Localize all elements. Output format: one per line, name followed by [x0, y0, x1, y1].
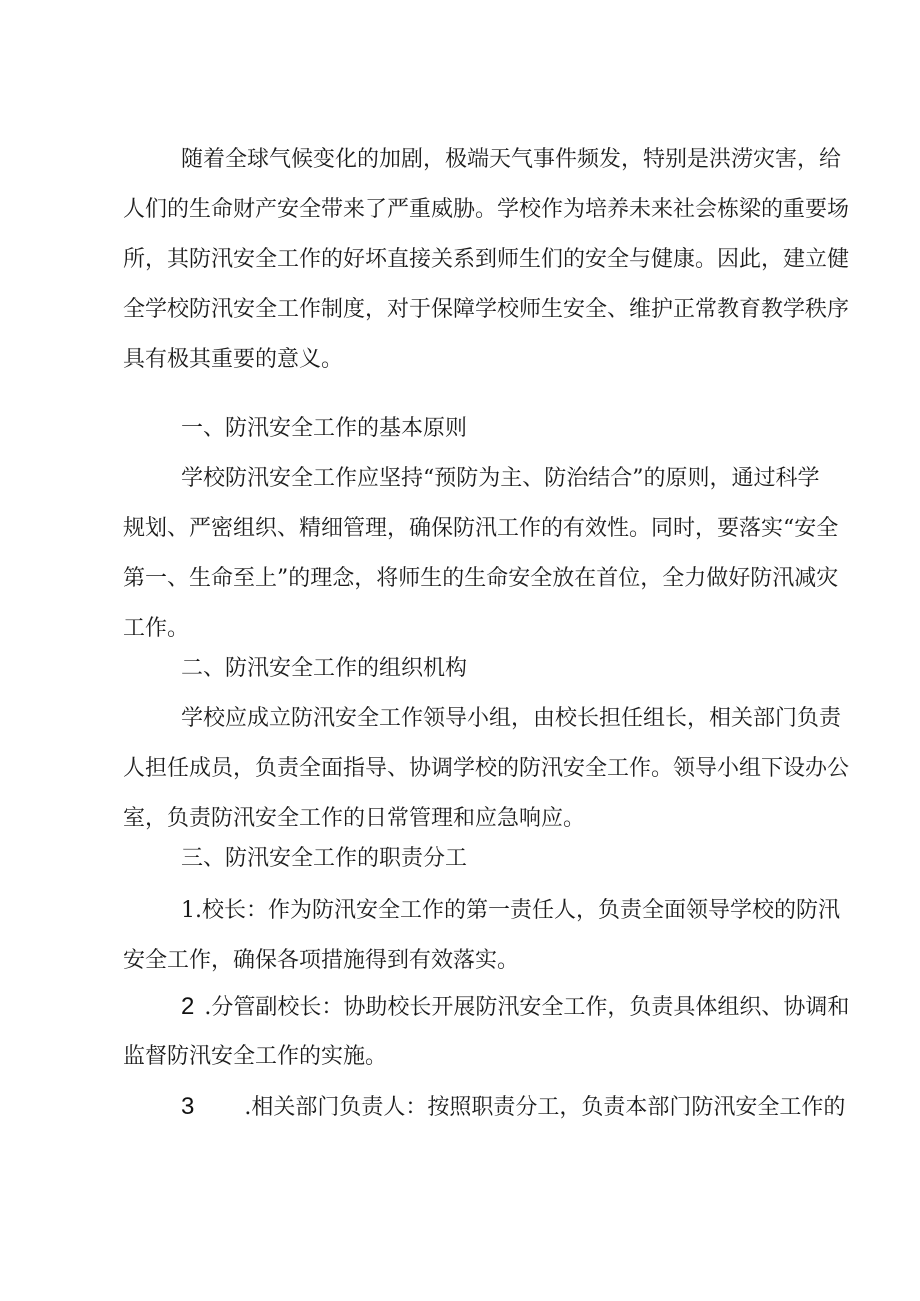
section-1-heading: 一、防汛安全工作的基本原则: [181, 416, 468, 441]
duty-item-2-line-2: 监督防汛安全工作的实施。: [123, 1044, 388, 1069]
duty-item-3-text: .相关部门负责人：按照职责分工，负责本部门防汛安全工作的: [244, 1095, 846, 1120]
section-3-heading: 三、防汛安全工作的职责分工: [181, 846, 468, 871]
intro-line-4: 全学校防汛安全工作制度，对于保障学校师生安全、维护正常教育教学秩序: [123, 297, 850, 322]
section-1-line-3: 第一、生命至上”的理念，将师生的生命安全放在首位，全力做好防汛减灾: [123, 566, 839, 591]
duty-item-2-line-1: [181, 992, 920, 1023]
section-1-line-4: 工作。: [123, 616, 190, 641]
duty-item-1-line-2: 安全工作，确保各项措施得到有效落实。: [123, 948, 520, 973]
section-2-line-3: 室，负责防汛安全工作的日常管理和应急响应。: [123, 806, 586, 831]
section-2-line-1: 学校应成立防汛安全工作领导小组，由校长担任组长，相关部门负责: [181, 706, 842, 731]
intro-line-3: 所，其防汛安全工作的好坏直接关系到师生们的安全与健康。因此，建立健: [123, 247, 850, 272]
intro-line-5: 具有极其重要的意义。: [123, 347, 344, 372]
intro-line-1: 随着全球气候变化的加剧，极端天气事件频发，特别是洪涝灾害，给: [181, 147, 842, 172]
intro-line-2: 人们的生命财产安全带来了严重威胁。学校作为培养未来社会栋梁的重要场: [123, 197, 850, 222]
duty-item-3-number: 3: [181, 1093, 195, 1120]
section-2-heading: 二、防汛安全工作的组织机构: [181, 656, 468, 681]
section-2-line-2: 人担任成员，负责全面指导、协调学校的防汛安全工作。领导小组下设办公: [123, 756, 850, 781]
duty-item-2-number: 2: [181, 993, 195, 1020]
duty-item-1-line-1: 1.校长：作为防汛安全工作的第一责任人，负责全面领导学校的防汛: [181, 898, 840, 923]
duty-item-2-text: .分管副校长：协助校长开展防汛安全工作，负责具体组织、协调和: [204, 995, 850, 1020]
duty-item-3-line-1: [181, 1092, 920, 1123]
section-1-line-1: 学校防汛安全工作应坚持“预防为主、防治结合”的原则，通过科学: [181, 466, 820, 491]
section-1-line-2: 规划、严密组织、精细管理，确保防汛工作的有效性。同时，要落实“安全: [123, 516, 839, 541]
